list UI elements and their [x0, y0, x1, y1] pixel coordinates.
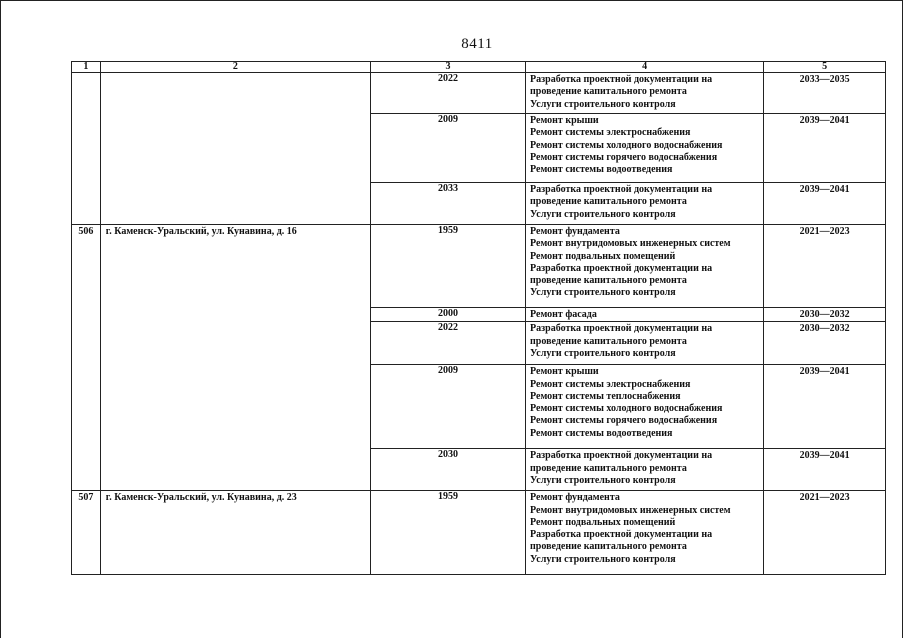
year-cell: 2009 — [371, 114, 526, 183]
works-cell — [526, 183, 764, 225]
period-cell: 2021—2023 — [764, 491, 886, 575]
work-item: Ремонт системы электроснабжения — [530, 378, 691, 390]
works-cell — [526, 322, 764, 365]
works-cell — [526, 73, 764, 114]
year-cell: 2030 — [371, 449, 526, 491]
period-cell: 2030—2032 — [764, 308, 886, 322]
period-cell: 2033—2035 — [764, 73, 886, 114]
work-item: Разработка проектной документации на — [530, 262, 713, 274]
work-item: Ремонт системы водоотведения — [530, 164, 673, 176]
works-cell — [526, 225, 764, 308]
work-item: Услуги строительного контроля — [530, 287, 676, 299]
year-cell: 2022 — [371, 73, 526, 114]
work-item: Ремонт подвальных помещений — [530, 250, 676, 262]
period-cell: 2039—2041 — [764, 365, 886, 449]
period-cell: 2039—2041 — [764, 449, 886, 491]
table-row — [72, 225, 886, 308]
work-item: Разработка проектной документации на — [530, 184, 713, 195]
work-item: проведение капитального ремонта — [530, 196, 687, 208]
work-item: Услуги строительного контроля — [530, 553, 676, 565]
work-item: Ремонт системы холодного водоснабжения — [530, 403, 723, 415]
column-header: 4 — [526, 62, 764, 73]
works-cell — [526, 449, 764, 491]
work-item: проведение капитального ремонта — [530, 462, 687, 474]
work-item: Ремонт системы горячего водоснабжения — [530, 151, 718, 163]
work-item: Ремонт крыши — [530, 115, 599, 126]
period-cell: 2030—2032 — [764, 322, 886, 365]
work-item: Ремонт системы теплоснабжения — [530, 390, 681, 402]
row-number — [72, 73, 101, 225]
period-cell: 2039—2041 — [764, 183, 886, 225]
column-header: 3 — [371, 62, 526, 73]
column-header: 2 — [100, 62, 370, 73]
building-address — [100, 73, 370, 225]
row-number: 507 — [72, 491, 101, 575]
period-cell: 2039—2041 — [764, 114, 886, 183]
row-number: 506 — [72, 225, 101, 491]
works-cell — [526, 491, 764, 575]
work-item: Ремонт крыши — [530, 366, 599, 378]
year-cell: 2033 — [371, 183, 526, 225]
work-item: Ремонт системы электроснабжения — [530, 127, 691, 139]
work-item: Разработка проектной документации на — [530, 529, 713, 541]
work-item: Ремонт фундамента — [530, 226, 620, 237]
work-item: Разработка проектной документации на — [530, 74, 713, 85]
page-number: 8411 — [461, 36, 493, 52]
year-cell: 2009 — [371, 365, 526, 449]
year-cell: 2000 — [371, 308, 526, 322]
work-item: Ремонт системы водоотведения — [530, 427, 673, 439]
work-item: Ремонт внутридомовых инженерных систем — [530, 238, 731, 250]
work-item: Ремонт фундамента — [530, 492, 620, 504]
work-item: проведение капитального ремонта — [530, 86, 687, 98]
column-header: 5 — [764, 62, 886, 73]
work-item: Услуги строительного контроля — [530, 98, 676, 110]
year-cell: 1959 — [371, 225, 526, 308]
work-item: проведение капитального ремонта — [530, 275, 687, 287]
work-item: Разработка проектной документации на — [530, 323, 713, 335]
works-cell — [526, 308, 764, 322]
work-item: проведение капитального ремонта — [530, 541, 687, 553]
work-item: Ремонт системы холодного водоснабжения — [530, 139, 723, 151]
work-item: Услуги строительного контроля — [530, 347, 676, 359]
table-header-row — [72, 62, 886, 73]
work-item: Ремонт внутридомовых инженерных систем — [530, 504, 731, 516]
year-cell: 1959 — [371, 491, 526, 575]
table-row — [72, 491, 886, 575]
work-item: Ремонт подвальных помещений — [530, 516, 676, 528]
work-item: Разработка проектной документации на — [530, 450, 713, 462]
table-body — [72, 73, 886, 575]
work-item: Ремонт системы горячего водоснабжения — [530, 415, 718, 427]
table-row — [72, 73, 886, 114]
building-address: г. Каменск-Уральский, ул. Кунавина, д. 23 — [100, 491, 370, 575]
works-cell — [526, 365, 764, 449]
work-item: Услуги строительного контроля — [530, 474, 676, 486]
work-item: Услуги строительного контроля — [530, 208, 676, 220]
works-cell — [526, 114, 764, 183]
repair-schedule-table — [71, 61, 886, 575]
work-item: проведение капитального ремонта — [530, 335, 687, 347]
work-item: Ремонт фасада — [530, 309, 597, 320]
column-header: 1 — [72, 62, 101, 73]
building-address: г. Каменск-Уральский, ул. Кунавина, д. 16 — [100, 225, 370, 491]
year-cell: 2022 — [371, 322, 526, 365]
period-cell: 2021—2023 — [764, 225, 886, 308]
